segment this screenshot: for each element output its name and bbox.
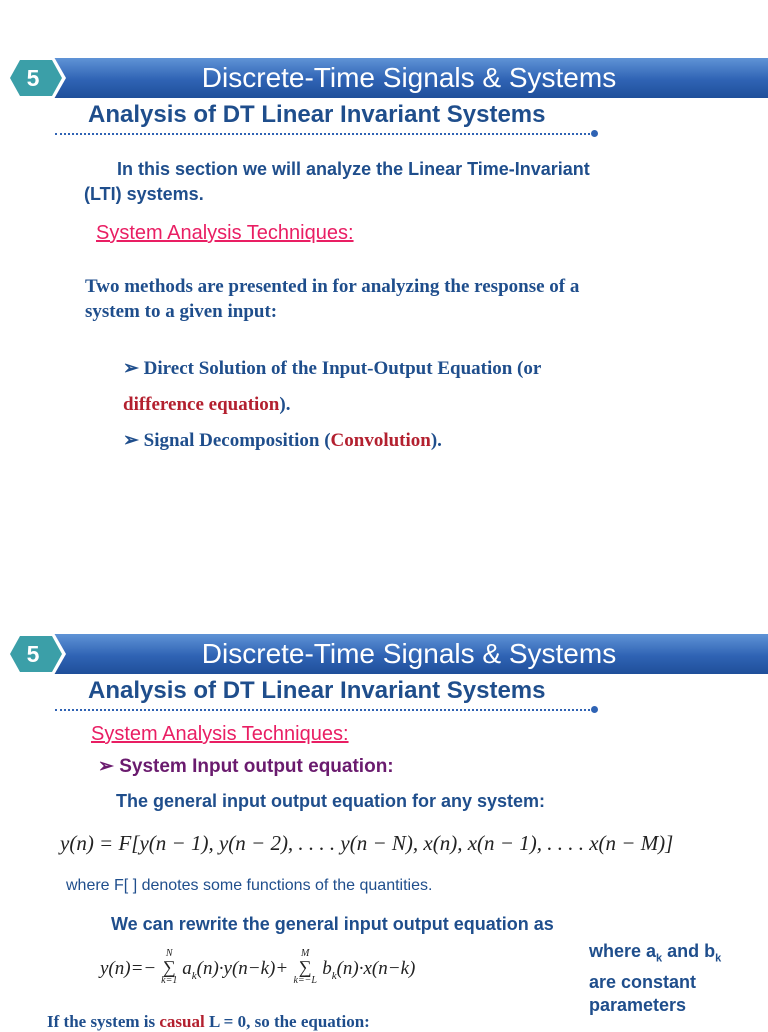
intro-line-1: In this section we will analyze the Linear Time-Invariant — [117, 159, 590, 179]
paragraph-line-1: Two methods are presented in for analyzing the response of a — [85, 276, 580, 297]
general-equation: y(n) = F[y(n − 1), y(n − 2), . . . . y(n − N), x(n), x(n − 1), . . . . x(n − M)] — [60, 831, 674, 855]
paragraph-line-2: system to a given input: — [85, 301, 278, 322]
sigma-icon: ∑ — [162, 957, 176, 977]
arrow-bullet-icon: ➢ — [123, 358, 139, 379]
equation-description: where F[ ] denotes some functions of the quantities. — [66, 877, 433, 894]
general-equation-intro: The general input output equation for any system: — [116, 791, 546, 811]
bullet-direct-solution — [123, 358, 541, 380]
arrow-bullet-icon: ➢ — [123, 430, 139, 451]
summation-2: M ∑ k=−L — [288, 948, 322, 986]
slide-2 — [0, 576, 768, 1031]
bullet-direct-solution-cont — [123, 394, 290, 416]
bullet-text: Direct Solution of the Input-Output Equation (or — [143, 358, 542, 379]
difference-equation — [100, 948, 415, 998]
slide-title: Discrete-Time Signals & Systems — [201, 62, 617, 93]
slide-header — [0, 58, 768, 98]
dotted-divider — [55, 709, 590, 711]
title-bar — [36, 634, 768, 674]
divider-dot — [591, 130, 598, 137]
arrow-bullet-icon: ➢ — [98, 756, 114, 777]
section-badge — [4, 55, 68, 101]
casual-system-note: If the system is casual L = 0, so the equation: — [47, 1012, 370, 1031]
highlight-text: Convolution — [330, 430, 431, 451]
bullet-text: System Input output equation: — [119, 756, 394, 777]
bullet-signal-decomposition — [123, 430, 442, 452]
equation-term-b: $b_k(n)\cdot x(n-k)$ — [322, 958, 416, 982]
rewrite-intro: We can rewrite the general input output equation as — [111, 914, 554, 934]
section-number: 5 — [26, 65, 40, 91]
section-heading: System Analysis Techniques: — [91, 723, 349, 745]
equation-term-a: $a_k(n)\cdot y(n-k)+$ — [182, 958, 289, 982]
bullet-text: Signal Decomposition ( — [143, 430, 331, 451]
bullet-text-end: ). — [430, 430, 442, 451]
divider-dot — [591, 706, 598, 713]
equation-lhs: y(n)=− — [100, 958, 157, 979]
section-badge — [4, 631, 68, 677]
constant-parameters-note: where $a_k$ and $b_k$ are constant parameters — [589, 941, 722, 1015]
highlight-text: casual — [159, 1012, 205, 1031]
slide-subtitle: Analysis of DT Linear Invariant Systems — [88, 101, 546, 128]
slide-title: Discrete-Time Signals & Systems — [201, 638, 617, 669]
bullet-input-output — [98, 756, 394, 778]
sigma-icon: ∑ — [298, 957, 312, 977]
summation-1: N ∑ k=1 — [156, 948, 182, 986]
dotted-divider — [55, 133, 590, 135]
slide-header — [0, 634, 768, 674]
section-heading: System Analysis Techniques: — [96, 222, 354, 244]
intro-line-2: (LTI) systems. — [84, 184, 204, 204]
title-bar — [36, 58, 768, 98]
bullet-text-end: ). — [279, 394, 291, 415]
slide-subtitle: Analysis of DT Linear Invariant Systems — [88, 677, 546, 704]
section-number: 5 — [26, 641, 40, 667]
highlight-text: difference equation — [123, 394, 280, 415]
